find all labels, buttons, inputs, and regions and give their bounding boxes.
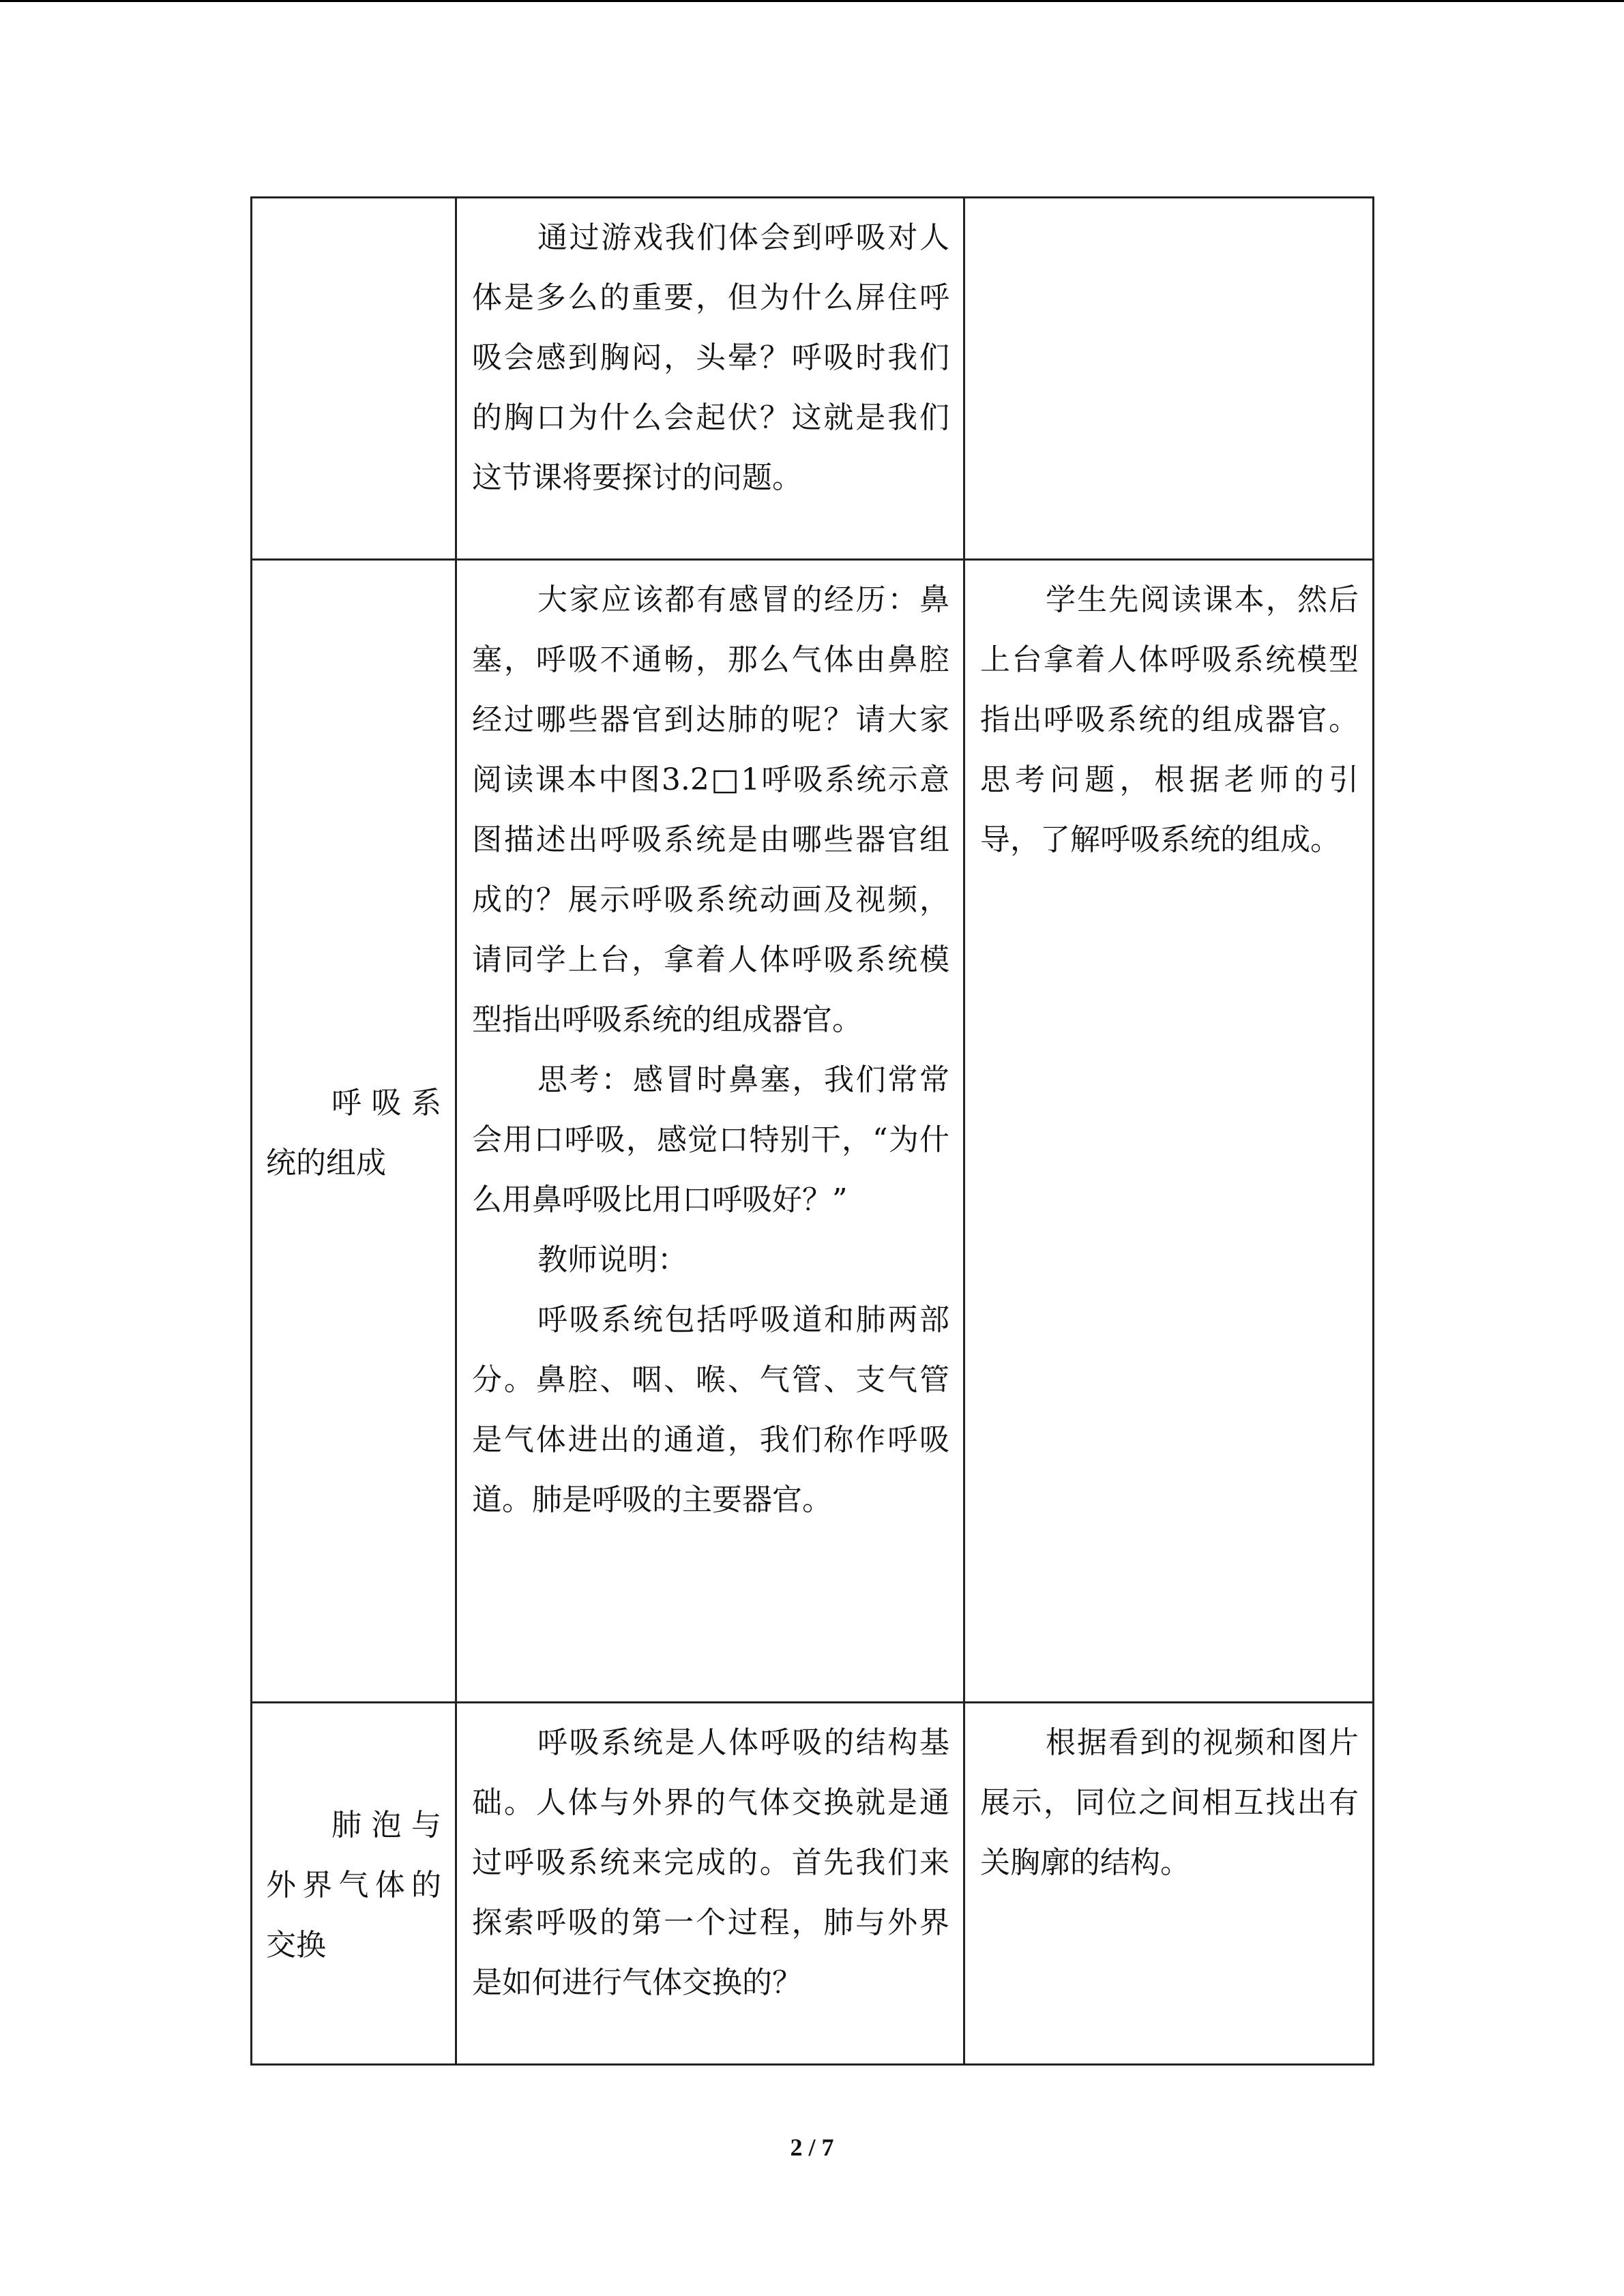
table-row — [252, 198, 1374, 560]
section-cell — [252, 198, 456, 560]
teacher-paragraph: 通过游戏我们体会到呼吸对人体是多么的重要，但为什么屏住呼吸会感到胸闷，头晕？呼吸时我们的胸口为什么会起伏？这就是我们这节课将要探讨的问题。 — [472, 220, 949, 495]
student-activity-cell — [964, 560, 1374, 1703]
teacher-paragraph: 呼吸系统是人体呼吸的结构基础。人体与外界的气体交换就是通过呼吸系统来完成的。首先我们来探索呼吸的第一个过程，肺与外界是如何进行气体交换的？ — [472, 1725, 949, 2000]
teacher-paragraph: 教师说明： — [537, 1242, 688, 1277]
student-activity-cell — [964, 198, 1374, 560]
student-activity-cell — [964, 1703, 1374, 2065]
table-row — [252, 560, 1374, 1703]
section-title: 肺泡与外界气体的交换 — [266, 1808, 441, 1963]
page-number: 2 / 7 — [790, 2134, 834, 2161]
teacher-paragraph: 思考：感冒时鼻塞，我们常常会用口呼吸，感觉口特别干，“为什么用鼻呼吸比用口呼吸好？” — [472, 1062, 949, 1217]
teacher-paragraph: 大家应该都有感冒的经历：鼻塞，呼吸不通畅，那么气体由鼻腔经过哪些器官到达肺的呢？请大家阅读课本中图3.2□1呼吸系统示意图描述出呼吸系统是由哪些器官组成的？展示呼吸系统动画及视频，请同学上台，拿着人体呼吸系统模型指出呼吸系统的组成器官。 — [472, 582, 949, 1037]
section-cell — [252, 1703, 456, 2065]
section-cell — [252, 560, 456, 1703]
teacher-activity-cell — [456, 1703, 964, 2065]
teacher-activity-cell — [456, 560, 964, 1703]
table-row — [252, 1703, 1374, 2065]
teacher-activity-cell — [456, 198, 964, 560]
page-top-border — [0, 0, 1624, 2]
lesson-plan-table — [250, 196, 1374, 2066]
student-paragraph: 学生先阅读课本，然后上台拿着人体呼吸系统模型指出呼吸系统的组成器官。思考问题，根据老师的引导，了解呼吸系统的组成。 — [980, 582, 1359, 857]
student-paragraph: 根据看到的视频和图片展示，同位之间相互找出有关胸廓的结构。 — [980, 1725, 1359, 1880]
section-title: 呼吸系统的组成 — [266, 1085, 441, 1180]
teacher-paragraph: 呼吸系统包括呼吸道和肺两部分。鼻腔、咽、喉、气管、支气管是气体进出的通道，我们称作呼吸道。肺是呼吸的主要器官。 — [472, 1302, 949, 1517]
